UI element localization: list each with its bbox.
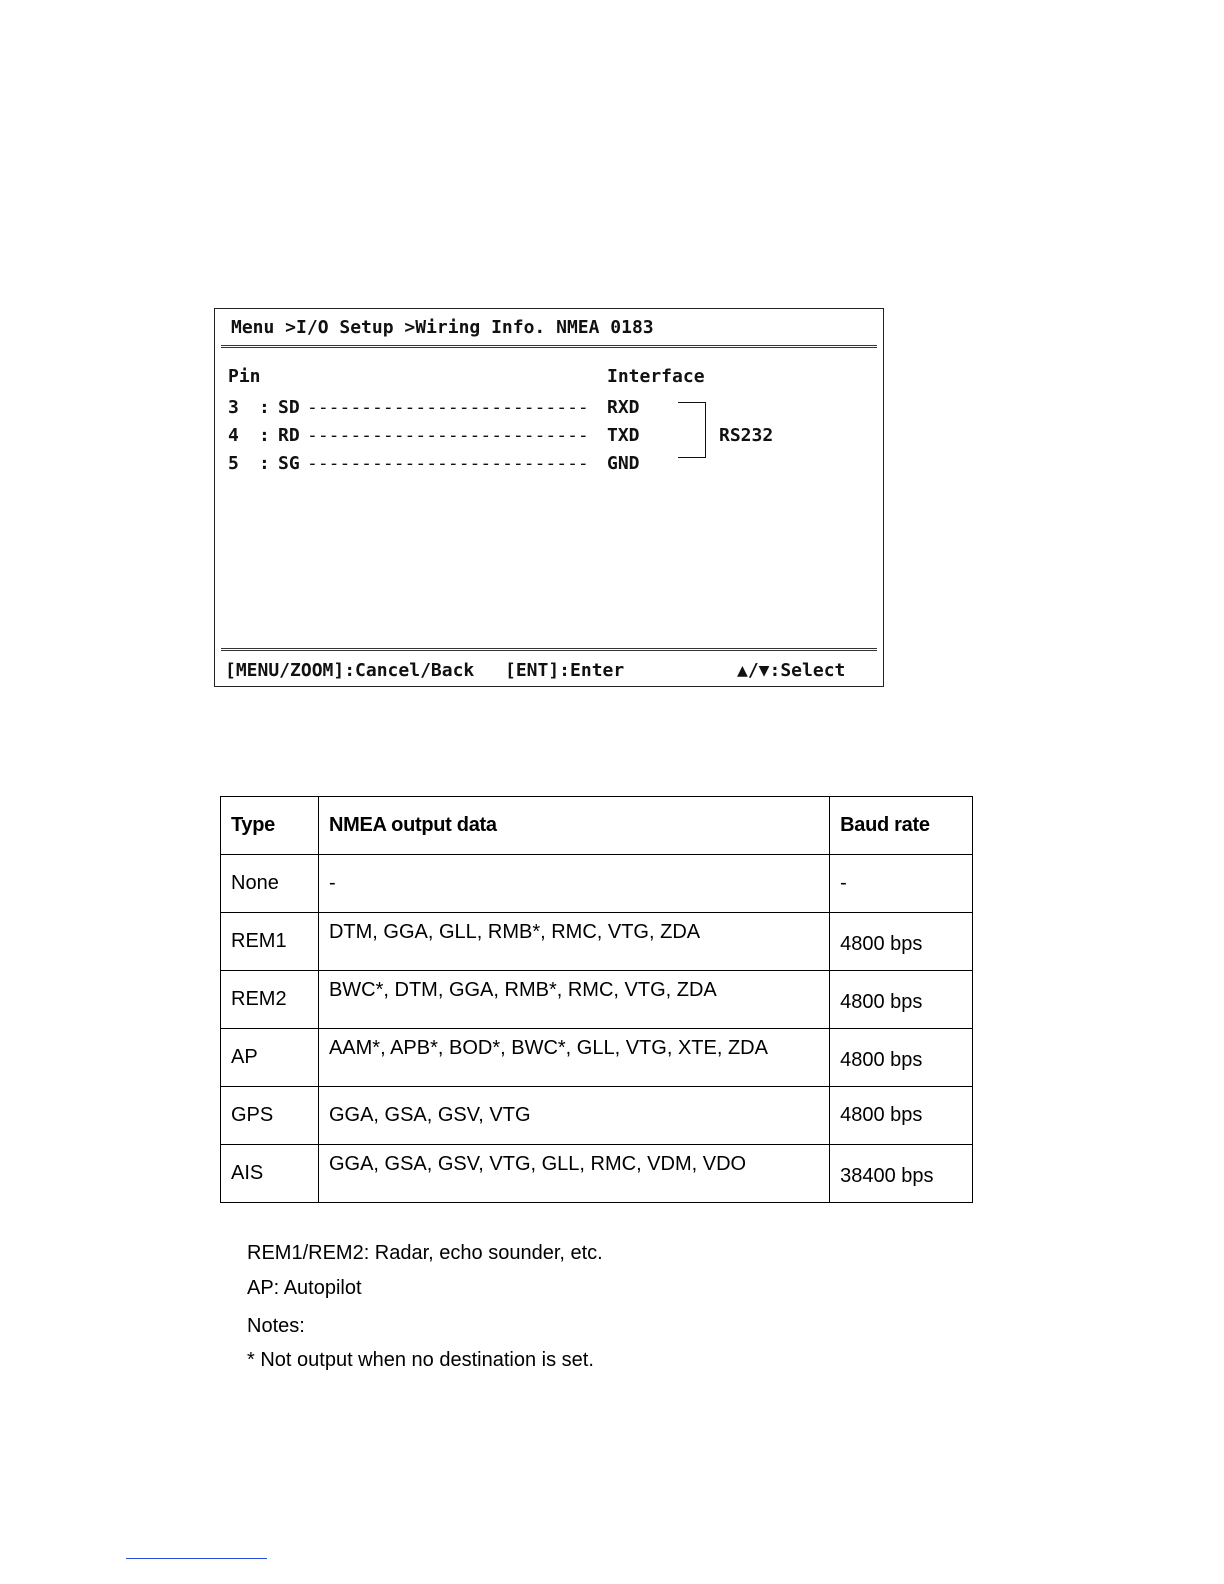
ap-note: AP: Autopilot: [247, 1277, 362, 1299]
pin-colon: :: [259, 397, 270, 418]
wiring-info-screen: [214, 308, 884, 687]
wire-dashes: --------------------------: [307, 397, 589, 418]
rs232-bracket: [678, 402, 706, 458]
header-divider: [221, 345, 877, 348]
column-header-data: NMEA output data: [318, 797, 829, 855]
pin-interface: RXD: [607, 397, 640, 418]
footer-link-underline: [126, 1558, 267, 1559]
breadcrumb: Menu >I/O Setup >Wiring Info. NMEA 0183: [231, 317, 654, 338]
baud-cell: -: [830, 855, 973, 913]
cancel-back-hint: [MENU/ZOOM]:Cancel/Back: [225, 660, 475, 681]
baud-cell: 38400 bps: [830, 1145, 973, 1203]
interface-header: Interface: [607, 366, 705, 387]
table-row: [221, 913, 973, 971]
pin-number: 4: [228, 425, 239, 446]
pin-header: Pin: [228, 366, 261, 387]
data-cell: GGA, GSA, GSV, VTG, GLL, RMC, VDM, VDO: [318, 1145, 829, 1203]
data-cell: -: [318, 855, 829, 913]
table-row: [221, 1145, 973, 1203]
pin-interface: TXD: [607, 425, 640, 446]
type-cell: None: [221, 855, 319, 913]
data-cell: DTM, GGA, GLL, RMB*, RMC, VTG, ZDA: [318, 913, 829, 971]
pin-number: 5: [228, 453, 239, 474]
data-cell: GGA, GSA, GSV, VTG: [318, 1087, 829, 1145]
pin-number: 3: [228, 397, 239, 418]
type-cell: REM1: [221, 913, 319, 971]
enter-hint: [ENT]:Enter: [505, 660, 625, 681]
data-cell: BWC*, DTM, GGA, RMB*, RMC, VTG, ZDA: [318, 971, 829, 1029]
wire-dashes: --------------------------: [307, 425, 589, 446]
table-row: [221, 855, 973, 913]
pin-signal: RD: [278, 425, 300, 446]
table-row: [221, 1029, 973, 1087]
baud-cell: 4800 bps: [830, 1087, 973, 1145]
rs232-label: RS232: [719, 425, 774, 446]
data-cell: AAM*, APB*, BOD*, BWC*, GLL, VTG, XTE, ZDA: [318, 1029, 829, 1087]
baud-cell: 4800 bps: [830, 913, 973, 971]
type-cell: REM2: [221, 971, 319, 1029]
rem-note: REM1/REM2: Radar, echo sounder, etc.: [247, 1242, 603, 1264]
table-row: [221, 971, 973, 1029]
footer-divider: [221, 648, 877, 651]
table-header-row: [221, 797, 973, 855]
column-header-baud: Baud rate: [830, 797, 973, 855]
pin-interface: GND: [607, 453, 640, 474]
pin-colon: :: [259, 425, 270, 446]
nmea-output-table: [220, 796, 973, 1203]
type-cell: GPS: [221, 1087, 319, 1145]
type-cell: AIS: [221, 1145, 319, 1203]
pin-colon: :: [259, 453, 270, 474]
notes-heading: Notes:: [247, 1315, 305, 1337]
asterisk-note: * Not output when no destination is set.: [247, 1349, 594, 1371]
table-row: [221, 1087, 973, 1145]
type-cell: AP: [221, 1029, 319, 1087]
pin-signal: SD: [278, 397, 300, 418]
select-hint: ▲/▼:Select: [737, 660, 846, 681]
pin-signal: SG: [278, 453, 300, 474]
baud-cell: 4800 bps: [830, 971, 973, 1029]
column-header-type: Type: [221, 797, 319, 855]
wire-dashes: --------------------------: [307, 453, 589, 474]
baud-cell: 4800 bps: [830, 1029, 973, 1087]
